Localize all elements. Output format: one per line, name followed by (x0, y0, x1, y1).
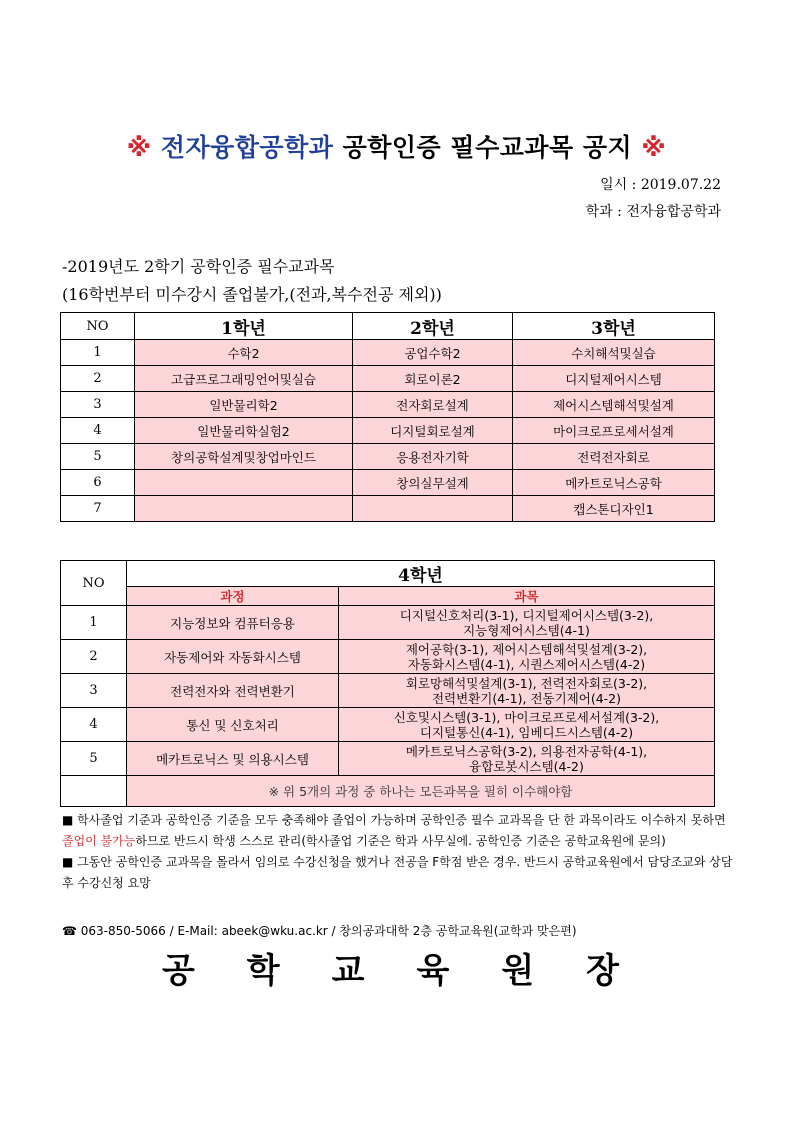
track-cell: 통신 및 신호처리 (127, 708, 339, 742)
course-cell (135, 470, 353, 496)
notes (62, 810, 734, 894)
track-cell: 지능정보와 컴퓨터응용 (127, 606, 339, 640)
table-subheader-row (61, 587, 715, 606)
row-no: 7 (61, 496, 135, 522)
date-line: 일시 : 2019.07.22 (600, 177, 721, 193)
row-no: 4 (61, 708, 127, 742)
note-graduation (62, 810, 734, 852)
courses-line: 디지털신호처리(3-1), 디지털제어시스템(3-2), (399, 607, 654, 623)
course-cell: 전력전자회로 (513, 444, 715, 470)
table-footer-row (61, 776, 715, 807)
title-text: 공학인증 필수교과목 공지 (342, 133, 633, 162)
courses-line: 지능형제어시스템(4-1) (463, 622, 590, 638)
track-cell: 메카트로닉스 및 의용시스템 (127, 742, 339, 776)
courses-cell (339, 674, 715, 708)
note-graduation-highlight: 졸업이 불가능 (62, 834, 136, 848)
courses-line: 신호및시스템(3-1), 마이크로프로세서설계(3-2), (393, 709, 660, 725)
course-cell: 전자회로설계 (353, 392, 513, 418)
course-cell: 고급프로그래밍언어및실습 (135, 366, 353, 392)
table-row (61, 470, 715, 496)
course-cell: 디지털제어시스템 (513, 366, 715, 392)
row-no: 1 (61, 606, 127, 640)
header-track: 과정 (127, 587, 339, 606)
courses-line: 융합로봇시스템(4-2) (469, 758, 584, 774)
row-no: 1 (61, 340, 135, 366)
reference-mark-right: ※ (641, 133, 667, 162)
note-registration: ■ 그동안 공학인증 교과목을 몰라서 임의로 수강신청을 했거나 전공을 F학점 받은 경우. 반드시 공학교육원에서 담당조교와 상담 후 수강신청 요망 (62, 855, 733, 890)
courses-cell (339, 606, 715, 640)
row-no: 3 (61, 674, 127, 708)
courses-line: 자동화시스템(4-1), 시퀀스제어시스템(4-2) (407, 656, 646, 672)
course-cell: 수치해석및실습 (513, 340, 715, 366)
table-row (61, 366, 715, 392)
table-row (61, 640, 715, 674)
header-courses: 과목 (339, 587, 715, 606)
title-department: 전자융합공학과 (160, 133, 334, 162)
footer-note: ※ 위 5개의 과정 중 하나는 모든과목을 필히 이수해야함 (127, 776, 715, 807)
subheading-semester: -2019년도 2학기 공학인증 필수교과목 (62, 257, 335, 276)
courses-line: 메카트로닉스공학(3-2), 의용전자공학(4-1), (405, 743, 648, 759)
course-cell: 응용전자기학 (353, 444, 513, 470)
course-cell: 공업수학2 (353, 340, 513, 366)
course-cell (135, 496, 353, 522)
signature: 공학교육원장 (161, 951, 672, 991)
course-cell: 캡스톤디자인1 (513, 496, 715, 522)
course-cell: 메카트로닉스공학 (513, 470, 715, 496)
subheading-condition: (16학번부터 미수강시 졸업불가,(전과,복수전공 제외)) (62, 285, 442, 304)
table-row (61, 418, 715, 444)
row-no: 6 (61, 470, 135, 496)
table-row (61, 742, 715, 776)
table-header-row (61, 313, 715, 340)
header-year1: 1학년 (135, 313, 353, 340)
track-cell: 자동제어와 자동화시스템 (127, 640, 339, 674)
course-cell: 마이크로프로세서설계 (513, 418, 715, 444)
table-row (61, 392, 715, 418)
course-cell: 디지털회로설계 (353, 418, 513, 444)
table-row (61, 496, 715, 522)
course-cell: 창의공학설계및창업마인드 (135, 444, 353, 470)
header-no: NO (61, 561, 127, 606)
courses-line: 디지털통신(4-1), 임베디드시스템(4-2) (419, 724, 634, 740)
header-year3: 3학년 (513, 313, 715, 340)
required-courses-table-4 (60, 560, 715, 807)
table-row (61, 340, 715, 366)
table-header-row (61, 561, 715, 587)
footer-empty-cell (61, 776, 127, 807)
table-row (61, 444, 715, 470)
row-no: 2 (61, 640, 127, 674)
courses-line: 제어공학(3-1), 제어시스템해석및설계(3-2), (405, 641, 648, 657)
course-cell: 회로이론2 (353, 366, 513, 392)
courses-cell (339, 708, 715, 742)
row-no: 5 (61, 742, 127, 776)
row-no: 3 (61, 392, 135, 418)
courses-cell (339, 742, 715, 776)
note-graduation-part2: 하므로 반드시 학생 스스로 관리(학사졸업 기준은 학과 사무실에. 공학인증 기준은 공학교육원에 문의) (135, 834, 666, 848)
row-no: 4 (61, 418, 135, 444)
page-title (0, 128, 793, 164)
required-courses-table-1-3 (60, 312, 715, 522)
courses-line: 회로망해석및설계(3-1), 전력전자회로(3-2), (405, 675, 648, 691)
reference-mark-left: ※ (126, 133, 152, 162)
row-no: 5 (61, 444, 135, 470)
row-no: 2 (61, 366, 135, 392)
course-cell (353, 496, 513, 522)
track-cell: 전력전자와 전력변환기 (127, 674, 339, 708)
courses-cell (339, 640, 715, 674)
course-cell: 제어시스템해석및설계 (513, 392, 715, 418)
contact-line: ☎ 063-850-5066 / E-Mail: abeek@wku.ac.kr / 창의공과대학 2층 공학교육원(교학과 맞은편) (62, 924, 577, 938)
course-cell: 수학2 (135, 340, 353, 366)
table-row (61, 606, 715, 640)
header-year2: 2학년 (353, 313, 513, 340)
header-year4: 4학년 (127, 561, 715, 587)
note-graduation-part1: ■ 학사졸업 기준과 공학인증 기준을 모두 충족해야 졸업이 가능하며 공학인증 필수 교과목을 단 한 과목이라도 이수하지 못하면 (62, 813, 726, 827)
courses-line: 전력변환기(4-1), 전동기제어(4-2) (431, 690, 622, 706)
department-line: 학과 : 전자융합공학과 (585, 204, 721, 220)
course-cell: 일반물리학실험2 (135, 418, 353, 444)
table-row (61, 708, 715, 742)
course-cell: 창의실무설계 (353, 470, 513, 496)
table-row (61, 674, 715, 708)
course-cell: 일반물리학2 (135, 392, 353, 418)
header-no: NO (61, 313, 135, 340)
